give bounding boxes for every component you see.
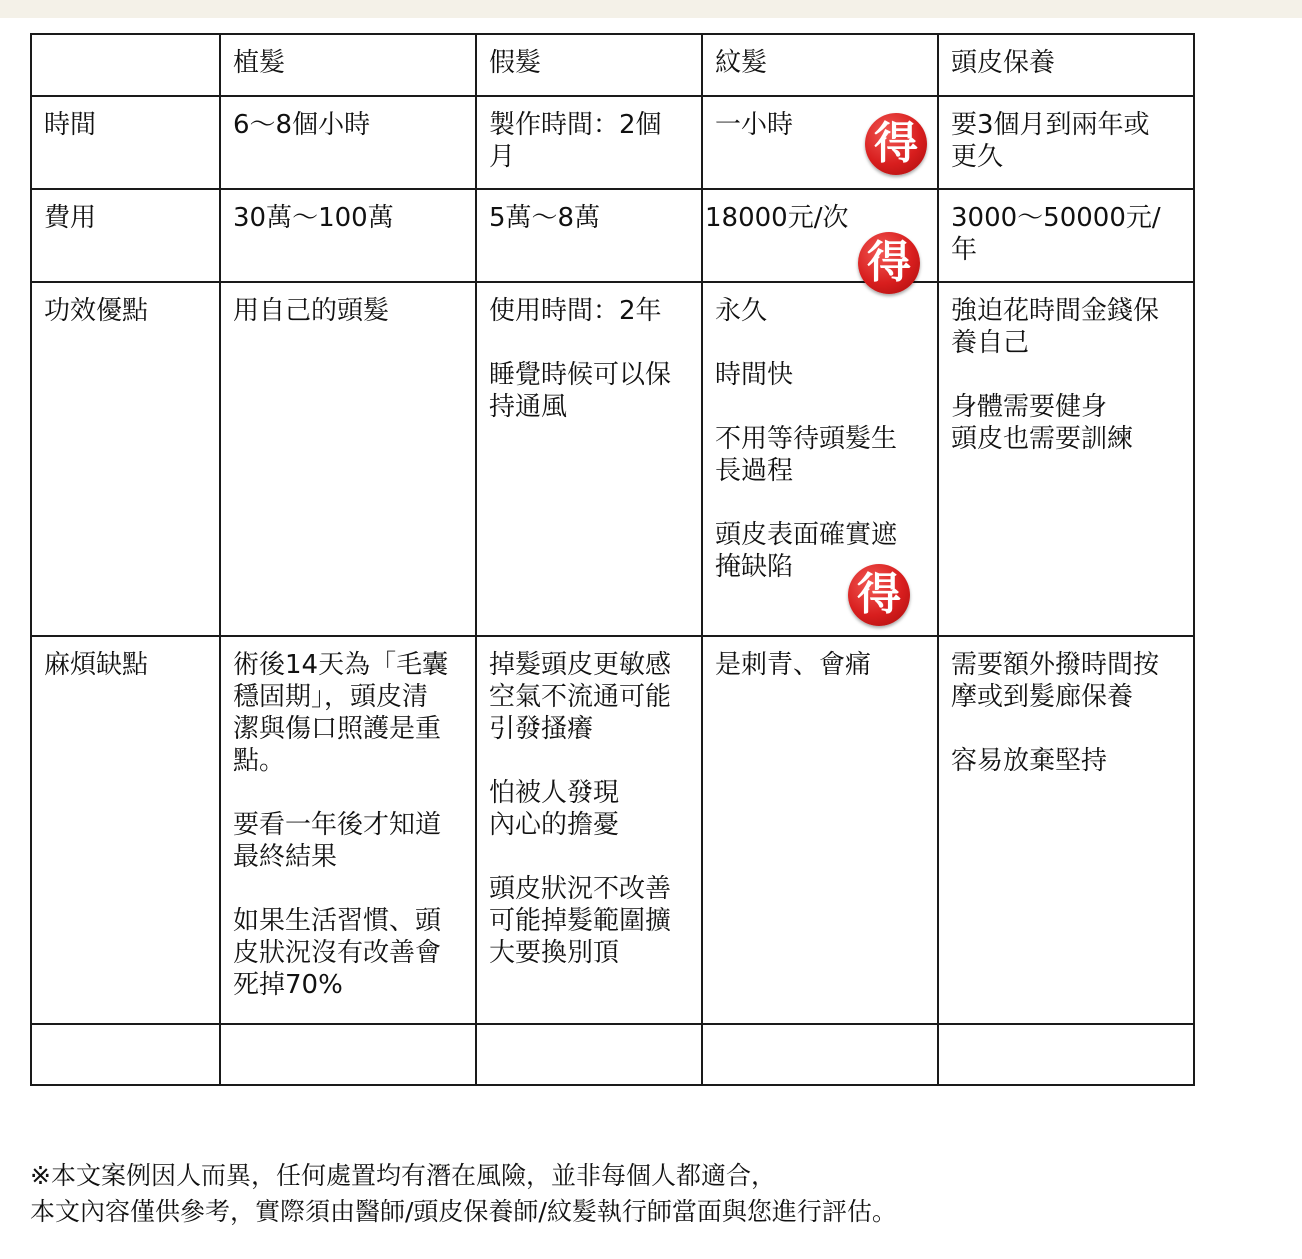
de-seal-icon: 得 (865, 113, 927, 175)
line-gap (715, 327, 927, 359)
disclaimer-line-2: 本文內容僅供參考，實際須由醫師/頭皮保養師/紋髮執行師當面與您進行評估。 (30, 1197, 897, 1226)
header-cell-scalp-micropigmentation: 紋髮 (702, 34, 938, 96)
cell-time-wig (476, 96, 702, 189)
cell-text-line: 30萬～100萬 (233, 203, 394, 233)
cell-text-line: 睡覺時候可以保 (489, 360, 672, 390)
cell-text-line: 可能掉髮範圍擴 (489, 906, 672, 936)
cell-text-line: 內心的擔憂 (489, 810, 620, 840)
cell-text-line: 引發搔癢 (489, 714, 594, 744)
de-seal-icon: 得 (848, 564, 910, 626)
header-cell-scalp-care: 頭皮保養 (938, 34, 1194, 96)
de-seal-icon: 得 (858, 232, 920, 294)
cell-text-line: 不用等待頭髮生 (715, 424, 898, 454)
cell-text-line: 頭皮狀況不改善 (489, 874, 672, 904)
cell-text-line: 掉髮頭皮更敏感 (489, 650, 672, 680)
cell-text-line: 月 (489, 142, 516, 172)
table-row-benefits (31, 282, 1194, 636)
cell-text-line: 更久 (951, 142, 1004, 172)
cell-benefits-wig (476, 282, 702, 636)
table-row-empty (31, 1024, 1194, 1085)
cell-text-line: 容易放棄堅持 (951, 746, 1108, 776)
cell-text-line: 最終結果 (233, 842, 338, 872)
line-gap (715, 487, 927, 519)
header-cell-hair-transplant: 植髮 (220, 34, 476, 96)
cell-drawbacks-scalp-care (938, 636, 1194, 1024)
cell-text-line: 強迫花時間金錢保 (951, 296, 1160, 326)
line-gap (489, 841, 691, 873)
cell-cost-transplant (220, 189, 476, 282)
header-row (31, 34, 1194, 96)
empty-cell (702, 1024, 938, 1085)
cell-text-line: 空氣不流通可能 (489, 682, 672, 712)
comparison-table (30, 33, 1195, 1086)
cell-text-line: 長過程 (715, 456, 794, 486)
cell-text-line: 永久 (715, 296, 768, 326)
cell-text-line: 需要額外撥時間按 (951, 650, 1160, 680)
header-cell-corner (31, 34, 220, 96)
cell-text-line: 18000元/次 (705, 203, 849, 233)
empty-cell (220, 1024, 476, 1085)
cell-benefits-scalp-care (938, 282, 1194, 636)
row-label-cost: 費用 (31, 189, 220, 282)
cell-time-scalp-care (938, 96, 1194, 189)
cell-text-line: 頭皮表面確實遮 (715, 520, 898, 550)
cell-cost-wig (476, 189, 702, 282)
cell-text-line: 是刺青、會痛 (715, 650, 872, 680)
cell-text-line: 大要換別頂 (489, 938, 620, 968)
header-cell-wig: 假髮 (476, 34, 702, 96)
cell-drawbacks-micropigmentation (702, 636, 938, 1024)
cell-text-line: 5萬～8萬 (489, 203, 601, 233)
row-label-drawbacks: 麻煩缺點 (31, 636, 220, 1024)
cell-text-line: 時間快 (715, 360, 794, 390)
cell-text-line: 如果生活習慣、頭 (233, 906, 442, 936)
cell-time-micropigmentation (702, 96, 938, 189)
cell-text-line: 持通風 (489, 392, 568, 422)
table-row-drawbacks (31, 636, 1194, 1024)
disclaimer-note (30, 1158, 897, 1230)
cell-text-line: 死掉70% (233, 970, 343, 1000)
cell-text-line: 養自己 (951, 328, 1030, 358)
cell-drawbacks-transplant (220, 636, 476, 1024)
cell-text-line: 掩缺陷 (715, 552, 794, 582)
line-gap (233, 873, 465, 905)
cell-drawbacks-wig (476, 636, 702, 1024)
cell-text-line: 3000～50000元/ (951, 203, 1161, 233)
cell-text-line: 要看一年後才知道 (233, 810, 442, 840)
cell-text-line: 一小時 (715, 110, 794, 140)
empty-cell (938, 1024, 1194, 1085)
cell-text-line: 年 (951, 235, 978, 265)
cell-text-line: 穩固期」，頭皮清 (233, 682, 429, 712)
row-label-time: 時間 (31, 96, 220, 189)
cell-text-line: 頭皮也需要訓練 (951, 424, 1134, 454)
cell-text-line: 點。 (233, 746, 286, 776)
empty-cell (476, 1024, 702, 1085)
table-row-cost (31, 189, 1194, 282)
cell-text-line: 使用時間：2年 (489, 296, 662, 326)
cell-benefits-transplant (220, 282, 476, 636)
line-gap (489, 327, 691, 359)
disclaimer-line-1: ※本文案例因人而異，任何處置均有潛在風險，並非每個人都適合， (30, 1161, 776, 1190)
cell-time-transplant (220, 96, 476, 189)
cell-text-line: 製作時間：2個 (489, 110, 662, 140)
cell-text-line: 摩或到髮廊保養 (951, 682, 1134, 712)
row-label-benefits: 功效優點 (31, 282, 220, 636)
cell-text-line: 要3個月到兩年或 (951, 110, 1150, 140)
empty-cell (31, 1024, 220, 1085)
cell-text-line: 怕被人發現 (489, 778, 620, 808)
cell-text-line: 術後14天為「毛囊 (233, 650, 449, 680)
cell-text-line: 身體需要健身 (951, 392, 1108, 422)
line-gap (951, 359, 1183, 391)
line-gap (951, 713, 1183, 745)
cell-text-line: 潔與傷口照護是重 (233, 714, 442, 744)
table-row-time (31, 96, 1194, 189)
cell-cost-scalp-care (938, 189, 1194, 282)
cell-text-line: 6～8個小時 (233, 110, 371, 140)
top-background-band (0, 0, 1302, 18)
cell-cost-micropigmentation (702, 189, 938, 288)
line-gap (489, 745, 691, 777)
cell-text-line: 用自己的頭髮 (233, 296, 390, 326)
line-gap (715, 391, 927, 423)
line-gap (233, 777, 465, 809)
cell-benefits-micropigmentation (702, 282, 938, 636)
cell-text-line: 皮狀況沒有改善會 (233, 938, 442, 968)
